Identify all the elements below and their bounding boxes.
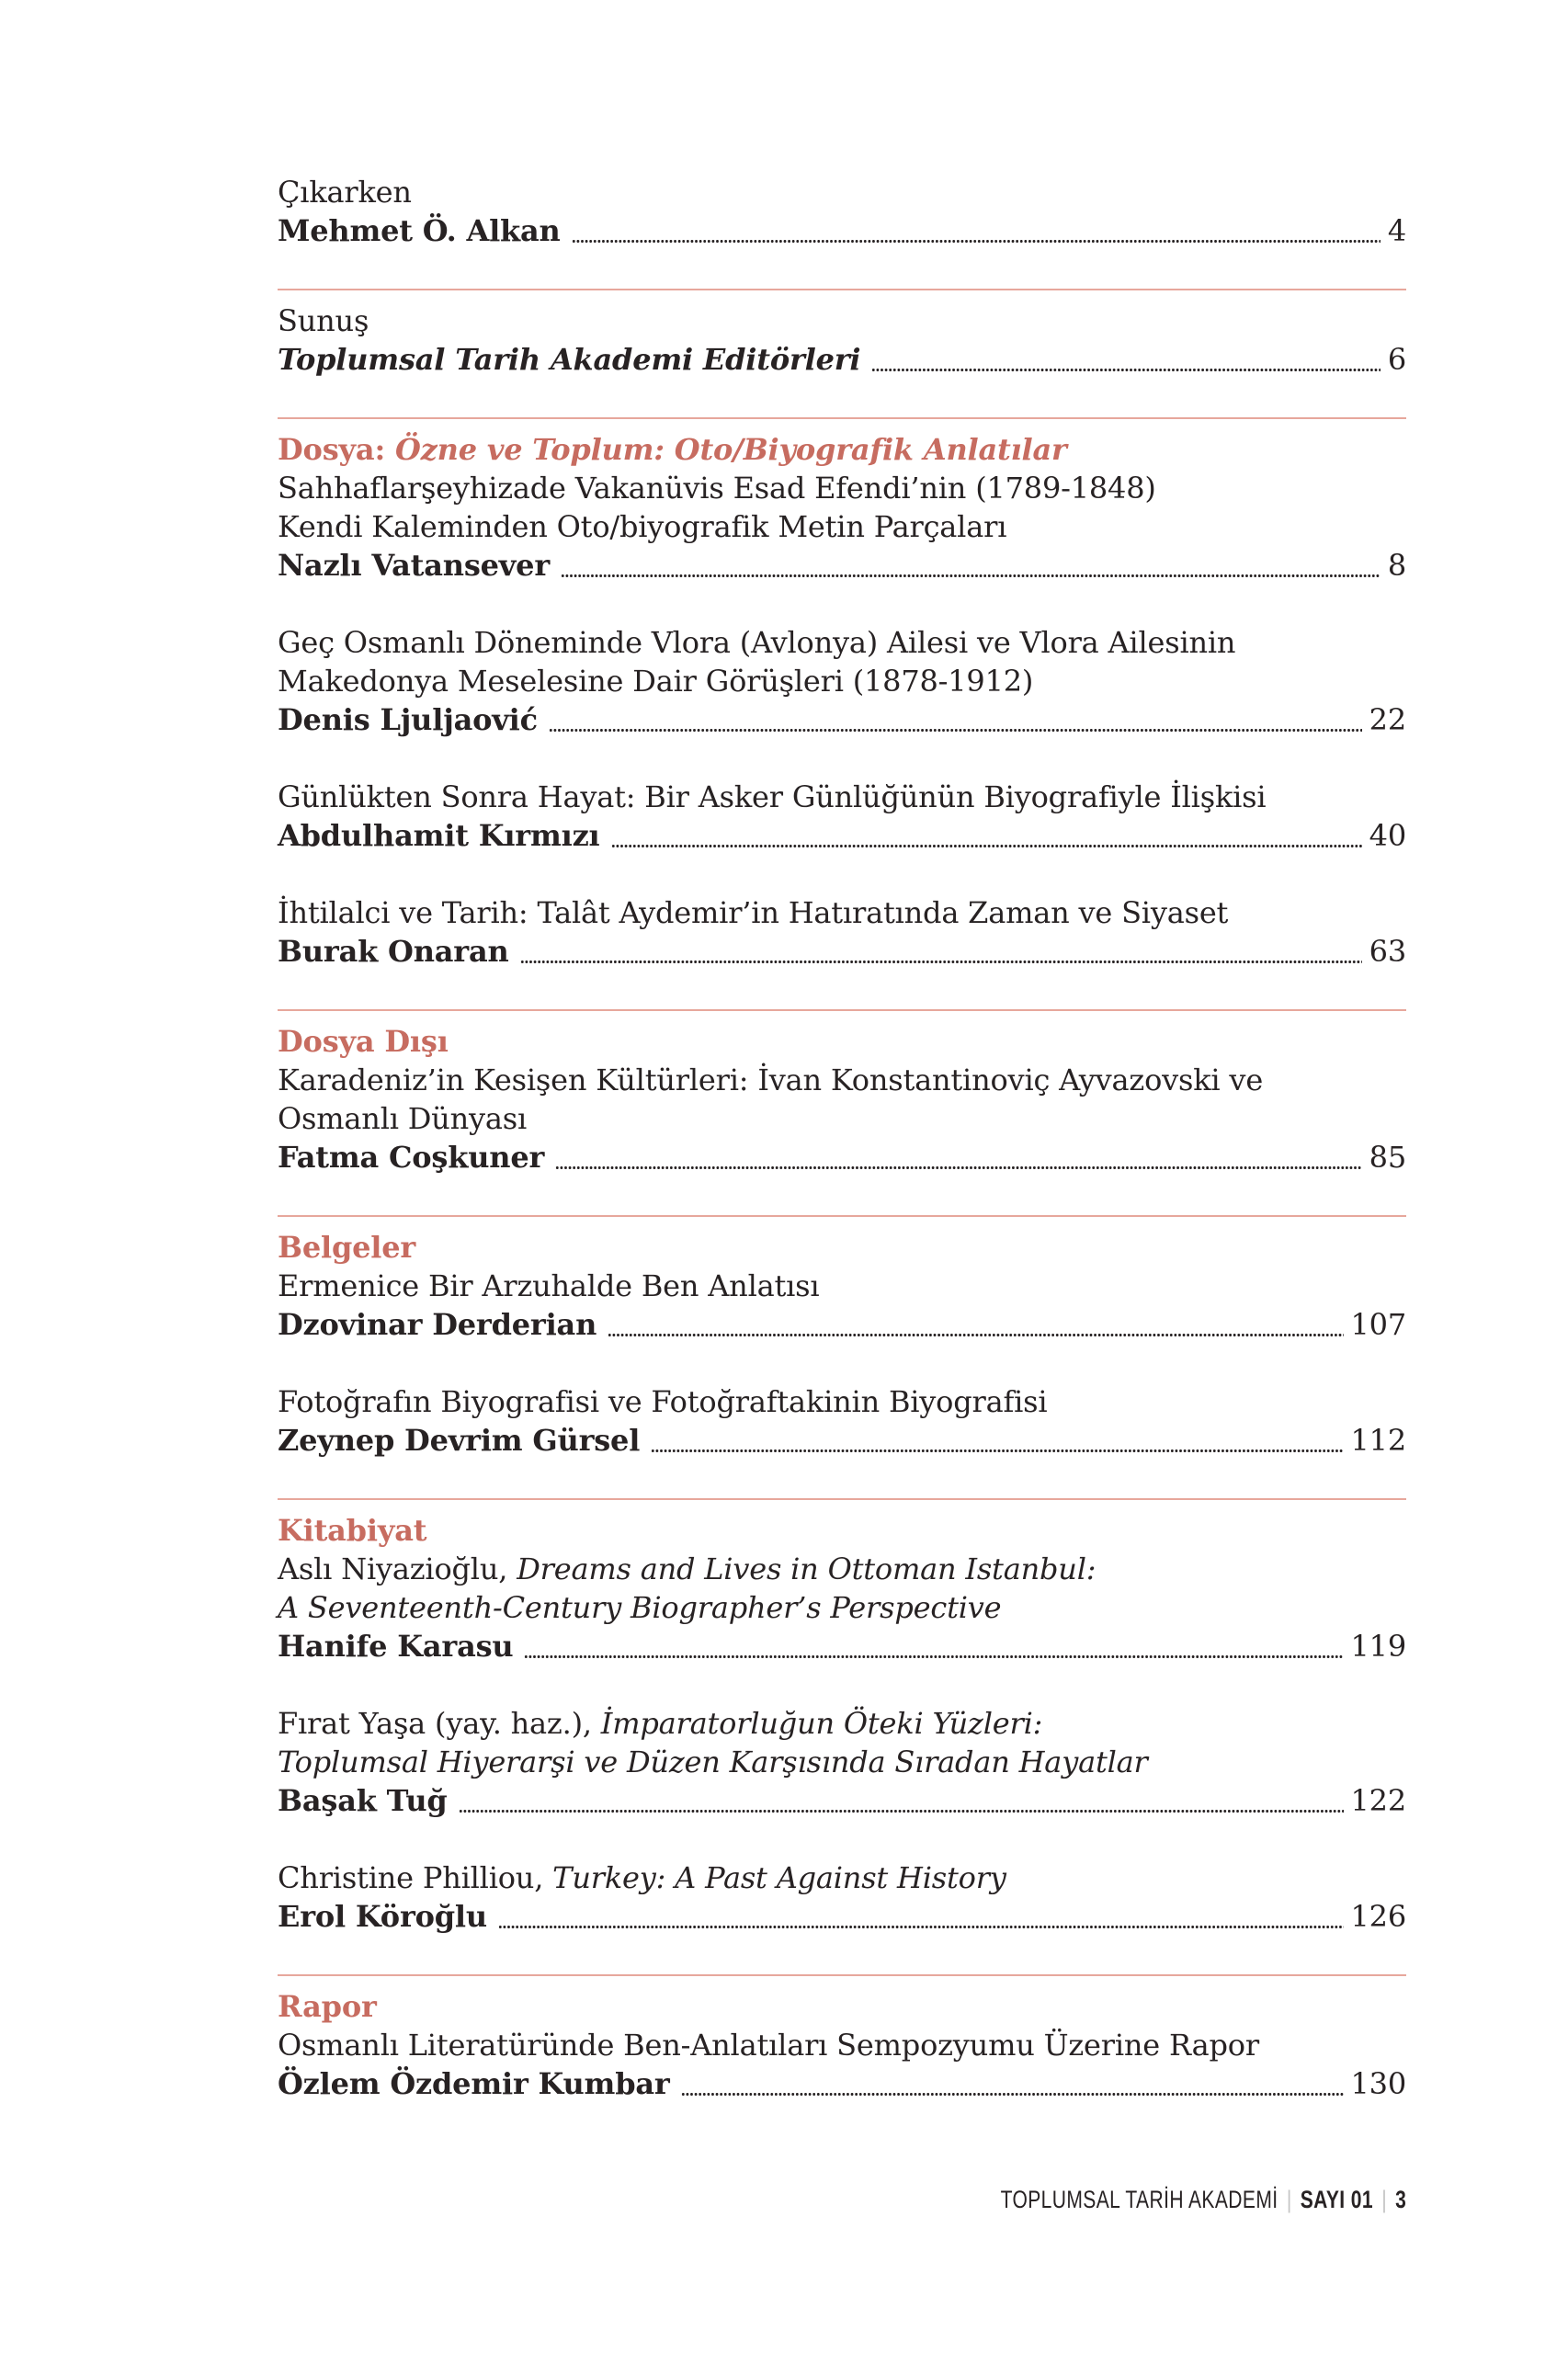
entry-author: Dzovinar Derderian [278,1307,597,1342]
title-line [278,1267,1406,1305]
section-divider [278,289,1406,290]
footer-page-number: 3 [1394,2186,1406,2213]
entry-list [278,2026,1406,2103]
entry-author-line [278,932,1406,971]
entry-page-number: 122 [1350,1783,1406,1818]
section-heading [278,1228,1406,1267]
toc-entry [278,173,1406,250]
entry-title [278,1267,1406,1305]
entry-page-number: 40 [1369,818,1406,853]
text-segment: Dosya Dışı [278,1024,449,1059]
toc-section [278,430,1406,1011]
entry-author-line [278,1627,1406,1665]
text-segment: Ermenice Bir Arzuhalde Ben Anlatısı [278,1268,820,1303]
entry-author: Burak Onaran [278,934,509,969]
entry-author-line [278,340,1406,379]
entry-author: Abdulhamit Kırmızı [278,818,600,853]
text-segment: İhtilalci ve Tarih: Talât Aydemir’in Hatıratında Zaman ve Siyaset [278,895,1229,930]
entry-title [278,1859,1406,1897]
entry-page-number: 4 [1387,213,1406,248]
entry-title [278,1061,1406,1138]
entry-author-line [278,816,1406,855]
entry-page-number: 22 [1369,702,1406,737]
toc-entry [278,1061,1406,1176]
entry-author: Nazlı Vatansever [278,548,551,583]
title-line [278,1588,1406,1627]
title-line [278,2026,1406,2064]
entry-author-line [278,1897,1406,1936]
toc-entry [278,1704,1406,1820]
section-divider [278,1009,1406,1011]
entry-page-number: 85 [1369,1140,1406,1175]
entry-author: Zeynep Devrim Gürsel [278,1423,641,1458]
entry-title [278,1550,1406,1627]
toc-section [278,301,1406,419]
dotted-leader [498,1925,1344,1929]
text-segment: Geç Osmanlı Döneminde Vlora (Avlonya) Ailesi ve Vlora Ailesinin [278,625,1236,660]
entry-list [278,301,1406,379]
text-segment: Günlükten Sonra Hayat: Bir Asker Günlüğünün Biyografiyle İlişkisi [278,779,1267,814]
entry-author: Toplumsal Tarih Akademi Editörleri [278,342,861,377]
dotted-leader [651,1449,1343,1453]
dotted-leader [524,1654,1343,1659]
entry-author: Başak Tuğ [278,1783,448,1818]
entry-author: Hanife Karasu [278,1629,514,1664]
text-segment: A Seventeenth-Century Biographer’s Perspective [278,1590,1002,1625]
text-segment: Fırat Yaşa (yay. haz.), [278,1706,601,1741]
title-line [278,1550,1406,1588]
title-line [278,1099,1406,1138]
section-divider [278,417,1406,419]
footer-issue-label: SAYI 01 [1300,2186,1373,2213]
entry-page-number: 112 [1350,1423,1406,1458]
toc-section [278,1228,1406,1500]
text-segment: Osmanlı Dünyası [278,1101,528,1136]
entry-list [278,1550,1406,1936]
entry-author-line [278,211,1406,250]
entry-author: Özlem Özdemir Kumbar [278,2066,670,2101]
dotted-leader [561,574,1381,578]
text-segment: Belgeler [278,1230,416,1265]
toc [278,173,1406,2103]
dotted-leader [572,239,1381,244]
entry-list [278,1267,1406,1460]
title-line [278,893,1406,932]
section-heading [278,1987,1406,2026]
entry-author-line [278,1305,1406,1344]
entry-page-number: 119 [1350,1629,1406,1664]
title-line [278,1061,1406,1099]
entry-page-number: 126 [1350,1899,1406,1934]
text-segment: Aslı Niyazioğlu, [278,1552,517,1586]
title-line [278,469,1406,507]
entry-title [278,1704,1406,1781]
text-segment: Özne ve Toplum: Oto/Biyografik Anlatılar [395,432,1067,467]
dotted-leader [611,844,1362,848]
entry-title [278,623,1406,700]
entry-author-line [278,1781,1406,1820]
section-divider [278,1974,1406,1976]
entry-title [278,893,1406,932]
toc-entry [278,778,1406,855]
toc-section [278,1987,1406,2103]
text-segment: Kendi Kaleminden Oto/biyografik Metin Parçaları [278,509,1007,544]
entry-title [278,469,1406,546]
toc-entry [278,301,1406,379]
entry-author-line [278,546,1406,585]
toc-section [278,1511,1406,1976]
entry-title [278,173,1406,211]
title-line [278,1859,1406,1897]
entry-page-number: 8 [1387,548,1406,583]
toc-entry [278,1267,1406,1344]
dotted-leader [520,960,1362,964]
entry-title [278,1382,1406,1421]
toc-section [278,1022,1406,1217]
dotted-leader [459,1809,1344,1813]
entry-title [278,301,1406,340]
text-segment: Dreams and Lives in Ottoman Istanbul: [517,1552,1096,1586]
entry-list [278,173,1406,250]
entry-author-line [278,700,1406,739]
footer-separator: | [1381,2186,1387,2213]
text-segment: Osmanlı Literatüründe Ben-Anlatıları Sempozyumu Üzerine Rapor [278,2028,1259,2063]
entry-author: Erol Köroğlu [278,1899,487,1934]
text-segment: Çıkarken [278,175,412,210]
entry-author: Fatma Coşkuner [278,1140,545,1175]
section-heading [278,1511,1406,1550]
text-segment: Dosya: [278,432,395,467]
toc-entry [278,1382,1406,1460]
title-line [278,1704,1406,1743]
dotted-leader [555,1165,1362,1170]
entry-author: Mehmet Ö. Alkan [278,213,561,248]
text-segment: Sahhaflarşeyhizade Vakanüvis Esad Efendi’nin (1789-1848) [278,471,1156,506]
dotted-leader [608,1333,1343,1337]
entry-author-line [278,2064,1406,2103]
text-segment: Christine Philliou, [278,1860,553,1895]
entry-page-number: 107 [1350,1307,1406,1342]
entry-author: Denis Ljuljaović [278,702,538,737]
dotted-leader [871,368,1380,372]
page-footer [1000,2186,1406,2214]
title-line [278,301,1406,340]
toc-section [278,173,1406,290]
entry-author-line [278,1138,1406,1176]
footer-journal-title: TOPLUMSAL TARİH AKADEMİ [1000,2186,1278,2213]
text-segment: Toplumsal Hiyerarşi ve Düzen Karşısında Sıradan Hayatlar [278,1745,1148,1779]
toc-entry [278,2026,1406,2103]
text-segment: Makedonya Meselesine Dair Görüşleri (1878-1912) [278,664,1034,699]
text-segment: Karadeniz’in Kesişen Kültürleri: İvan Konstantinoviç Ayvazovski ve [278,1063,1264,1097]
title-line [278,507,1406,546]
entry-title [278,778,1406,816]
section-heading [278,1022,1406,1061]
dotted-leader [549,728,1362,733]
entry-author-line [278,1421,1406,1460]
text-segment: Rapor [278,1989,377,2024]
text-segment: Kitabiyat [278,1513,427,1548]
text-segment: Fotoğrafın Biyografisi ve Fotoğraftakinin Biyografisi [278,1384,1048,1419]
dotted-leader [681,2092,1344,2097]
section-divider [278,1498,1406,1500]
section-heading [278,430,1406,469]
title-line [278,1382,1406,1421]
text-segment: Turkey: A Past Against History [552,1860,1006,1895]
entry-page-number: 130 [1350,2066,1406,2101]
title-line [278,623,1406,662]
text-segment: Sunuş [278,303,369,338]
title-line [278,173,1406,211]
toc-entry [278,469,1406,585]
footer-separator: | [1286,2186,1292,2213]
title-line [278,662,1406,700]
text-segment: İmparatorluğun Öteki Yüzleri: [600,1706,1043,1741]
toc-entry [278,893,1406,971]
section-divider [278,1215,1406,1217]
entry-page-number: 6 [1387,342,1406,377]
toc-entry [278,1550,1406,1665]
title-line [278,778,1406,816]
entry-page-number: 63 [1369,934,1406,969]
title-line [278,1743,1406,1781]
entry-title [278,2026,1406,2064]
toc-entry [278,1859,1406,1936]
entry-list [278,1061,1406,1176]
entry-list [278,469,1406,971]
toc-entry [278,623,1406,739]
